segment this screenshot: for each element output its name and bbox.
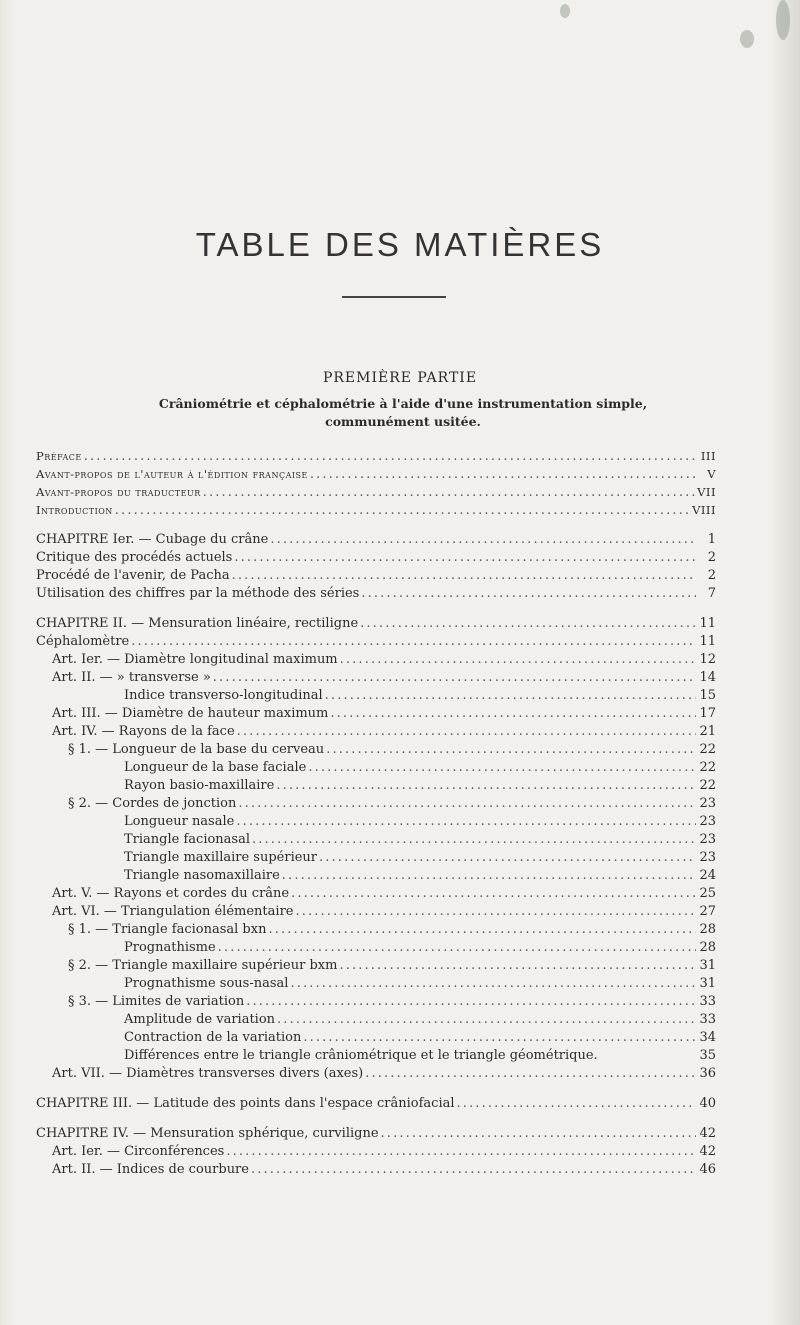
toc-entry-page: 7 <box>707 586 716 601</box>
toc-entry <box>124 1012 716 1028</box>
leader-dots <box>236 814 696 830</box>
toc-entry <box>36 568 716 584</box>
leader-dots <box>203 485 695 501</box>
leader-dots <box>326 742 696 758</box>
leader-dots <box>251 1162 696 1178</box>
leader-dots <box>238 796 696 812</box>
leader-dots <box>295 904 696 920</box>
toc-entry-page: 27 <box>699 904 716 919</box>
subtitle-line-1: Crâniométrie et céphalométrie à l'aide d'une instrumentation simple, <box>158 396 648 411</box>
toc-entry <box>124 868 716 884</box>
toc-entry-label: Art. VI. — Triangulation élémentaire <box>52 904 294 919</box>
toc-entry-label: Triangle facionasal <box>124 832 251 847</box>
toc-entry-label: CHAPITRE Ier. — Cubage du crâne <box>36 532 269 547</box>
toc-entry <box>124 1048 716 1064</box>
toc-entry-page: 21 <box>699 724 716 739</box>
toc-entry <box>52 706 716 722</box>
toc-entry-page: 24 <box>699 868 716 883</box>
leader-dots <box>457 1096 696 1112</box>
toc-entry <box>52 670 716 686</box>
toc-entry-page: 23 <box>699 796 716 811</box>
toc-entry <box>36 502 716 518</box>
subtitle-line-2: communément usitée. <box>325 414 481 429</box>
toc-entry-page: 14 <box>699 670 716 685</box>
toc-entry-label: Différences entre le triangle crâniométrique et le triangle géométrique. <box>124 1048 598 1063</box>
toc-entry-page: 11 <box>699 634 716 649</box>
toc-entry-page: 42 <box>699 1144 716 1159</box>
part-heading: PREMIÈRE PARTIE <box>322 370 478 386</box>
toc-entry-page: 2 <box>707 568 716 583</box>
toc-entry <box>52 1144 716 1160</box>
toc-entry-page: 22 <box>699 778 716 793</box>
toc-entry-label: Art. III. — Diamètre de hauteur maximum <box>52 706 329 721</box>
toc-entry <box>52 904 716 920</box>
toc-entry-label: Introduction <box>36 503 113 517</box>
toc-entry-page: 11 <box>699 616 716 631</box>
toc-entry-page: 17 <box>699 706 716 721</box>
toc-entry-page: 12 <box>699 652 716 667</box>
leader-dots <box>213 670 696 686</box>
toc-entry-label: Rayon basio-maxillaire <box>124 778 275 793</box>
leader-dots <box>131 634 696 650</box>
toc-entry-label: Longueur de la base faciale <box>124 760 307 775</box>
leader-dots <box>310 467 696 483</box>
toc-entry <box>124 976 716 992</box>
toc-entry-label: Triangle maxillaire supérieur <box>124 850 318 865</box>
toc-entry-label: CHAPITRE II. — Mensuration linéaire, rectiligne <box>36 616 359 631</box>
toc-entry-label: Critique des procédés actuels <box>36 550 233 565</box>
toc-entry <box>68 796 716 812</box>
toc-entry <box>124 1030 716 1046</box>
toc-entry-label: Art. IV. — Rayons de la face <box>52 724 235 739</box>
leader-dots <box>277 1012 696 1028</box>
toc-entry <box>36 634 716 650</box>
toc-entry-page: 25 <box>699 886 716 901</box>
toc-entry-label: Longueur nasale <box>124 814 235 829</box>
toc-entry <box>124 940 716 956</box>
toc-entry-page: 23 <box>699 832 716 847</box>
toc-entry-page: 35 <box>699 1048 716 1063</box>
leader-dots <box>270 532 696 548</box>
toc-entry-page: 28 <box>699 922 716 937</box>
leader-dots <box>325 688 696 704</box>
toc-entry-page: 22 <box>699 760 716 775</box>
toc-entry-page: 40 <box>699 1096 716 1111</box>
toc-entry-label: Art. II. — » transverse » <box>52 670 211 685</box>
toc-entry <box>52 886 716 902</box>
toc-entry-page: 2 <box>707 550 716 565</box>
leader-dots <box>308 760 696 776</box>
toc-entry-label: Préface <box>36 449 82 463</box>
toc-entry <box>68 742 716 758</box>
page-title: TABLE DES MATIÈRES <box>195 226 605 263</box>
part-subtitle <box>36 395 770 431</box>
leader-dots <box>339 958 696 974</box>
toc-entry-label: Amplitude de variation <box>124 1012 276 1027</box>
toc-entry-page: 42 <box>699 1126 716 1141</box>
leader-dots <box>319 850 696 866</box>
toc-entry <box>52 724 716 740</box>
leader-dots <box>276 778 696 794</box>
toc-entry-page: 23 <box>699 850 716 865</box>
toc-entry-page: III <box>700 449 716 463</box>
toc-entry-label: Art. VII. — Diamètres transverses divers (axes) <box>52 1066 364 1081</box>
toc-entry <box>52 1162 716 1178</box>
ink-stain <box>740 30 754 48</box>
page-right-edge <box>772 0 800 1325</box>
toc-entry-page: 15 <box>699 688 716 703</box>
leader-dots <box>226 1144 696 1160</box>
leader-dots <box>268 922 696 938</box>
toc-entry-page: 28 <box>699 940 716 955</box>
leader-dots <box>340 652 696 668</box>
toc-entry-label: Art. Ier. — Diamètre longitudinal maximum <box>52 652 338 667</box>
ink-stain <box>776 0 790 40</box>
toc-entry <box>36 448 716 464</box>
toc-entry <box>36 532 716 548</box>
toc-entry-label: Prognathisme sous-nasal <box>124 976 289 991</box>
leader-dots <box>84 449 696 465</box>
toc-entry-label: Art. II. — Indices de courbure <box>52 1162 249 1177</box>
toc-entry <box>124 778 716 794</box>
toc-entry-page: 36 <box>699 1066 716 1081</box>
toc-entry-page: 46 <box>699 1162 716 1177</box>
toc-entry <box>36 616 716 632</box>
toc-entry <box>124 688 716 704</box>
ink-stain <box>560 4 570 18</box>
toc-entry-label: CHAPITRE III. — Latitude des points dans l'espace crâniofacial <box>36 1096 455 1111</box>
toc-entry-page: 34 <box>699 1030 716 1045</box>
toc-entry-label: Avant-propos du traducteur <box>36 485 201 499</box>
toc-entry <box>124 760 716 776</box>
leader-dots <box>361 586 696 602</box>
toc-entry <box>68 994 716 1010</box>
leader-dots <box>330 706 696 722</box>
toc-entry-label: § 1. — Longueur de la base du cerveau <box>68 742 325 757</box>
title-divider <box>342 296 446 298</box>
toc-entry-page: 1 <box>707 532 716 547</box>
toc-entry-page: VII <box>697 485 716 499</box>
leader-dots <box>303 1030 696 1046</box>
toc-entry-label: Art. V. — Rayons et cordes du crâne <box>52 886 290 901</box>
leader-dots <box>246 994 696 1010</box>
page-left-edge <box>0 0 14 1325</box>
toc-entry-page: 31 <box>699 958 716 973</box>
toc-entry-page: 22 <box>699 742 716 757</box>
toc-entry-label: § 2. — Cordes de jonction <box>68 796 237 811</box>
toc-entry <box>36 550 716 566</box>
toc-entry-label: Prognathisme <box>124 940 216 955</box>
toc-entry <box>52 1066 716 1082</box>
leader-dots <box>234 550 696 566</box>
toc-entry-label: Triangle nasomaxillaire <box>124 868 280 883</box>
toc-entry <box>68 922 716 938</box>
toc-entry-page: 33 <box>699 994 716 1009</box>
leader-dots <box>360 616 696 632</box>
toc-entry <box>124 814 716 830</box>
toc-entry-label: Céphalomètre <box>36 634 130 649</box>
toc-entry-label: Avant-propos de l'auteur à l'édition française <box>36 467 308 481</box>
toc-entry-page: V <box>707 467 716 481</box>
toc-entry-label: Procédé de l'avenir, de Pacha <box>36 568 230 583</box>
toc-entry-label: Utilisation des chiffres par la méthode des séries <box>36 586 360 601</box>
leader-dots <box>115 503 690 519</box>
leader-dots <box>232 568 696 584</box>
toc-entry <box>36 1096 716 1112</box>
leader-dots <box>291 886 696 902</box>
toc-entry-label: Indice transverso-longitudinal <box>124 688 323 703</box>
toc-entry <box>36 1126 716 1142</box>
toc-entry-label: § 3. — Limites de variation <box>68 994 245 1009</box>
leader-dots <box>218 940 696 956</box>
leader-dots <box>381 1126 696 1142</box>
toc-entry <box>36 586 716 602</box>
toc-entry-label: Art. Ier. — Circonférences <box>52 1144 225 1159</box>
toc-entry <box>124 850 716 866</box>
toc-entry <box>36 466 716 482</box>
toc-entry <box>124 832 716 848</box>
toc-entry-page: 31 <box>699 976 716 991</box>
toc-entry-label: Contraction de la variation <box>124 1030 302 1045</box>
leader-dots <box>290 976 696 992</box>
toc-entry-label: CHAPITRE IV. — Mensuration sphérique, curviligne <box>36 1126 379 1141</box>
toc-entry <box>52 652 716 668</box>
leader-dots <box>365 1066 696 1082</box>
toc-entry-page: 33 <box>699 1012 716 1027</box>
leader-dots <box>282 868 696 884</box>
toc-entry-page: VIII <box>692 503 716 517</box>
toc-entry <box>36 484 716 500</box>
toc-entry-label: § 2. — Triangle maxillaire supérieur bxm <box>68 958 338 973</box>
leader-dots <box>252 832 696 848</box>
toc-entry <box>68 958 716 974</box>
leader-dots <box>237 724 696 740</box>
toc-entry-page: 23 <box>699 814 716 829</box>
toc-entry-label: § 1. — Triangle facionasal bxn <box>68 922 267 937</box>
